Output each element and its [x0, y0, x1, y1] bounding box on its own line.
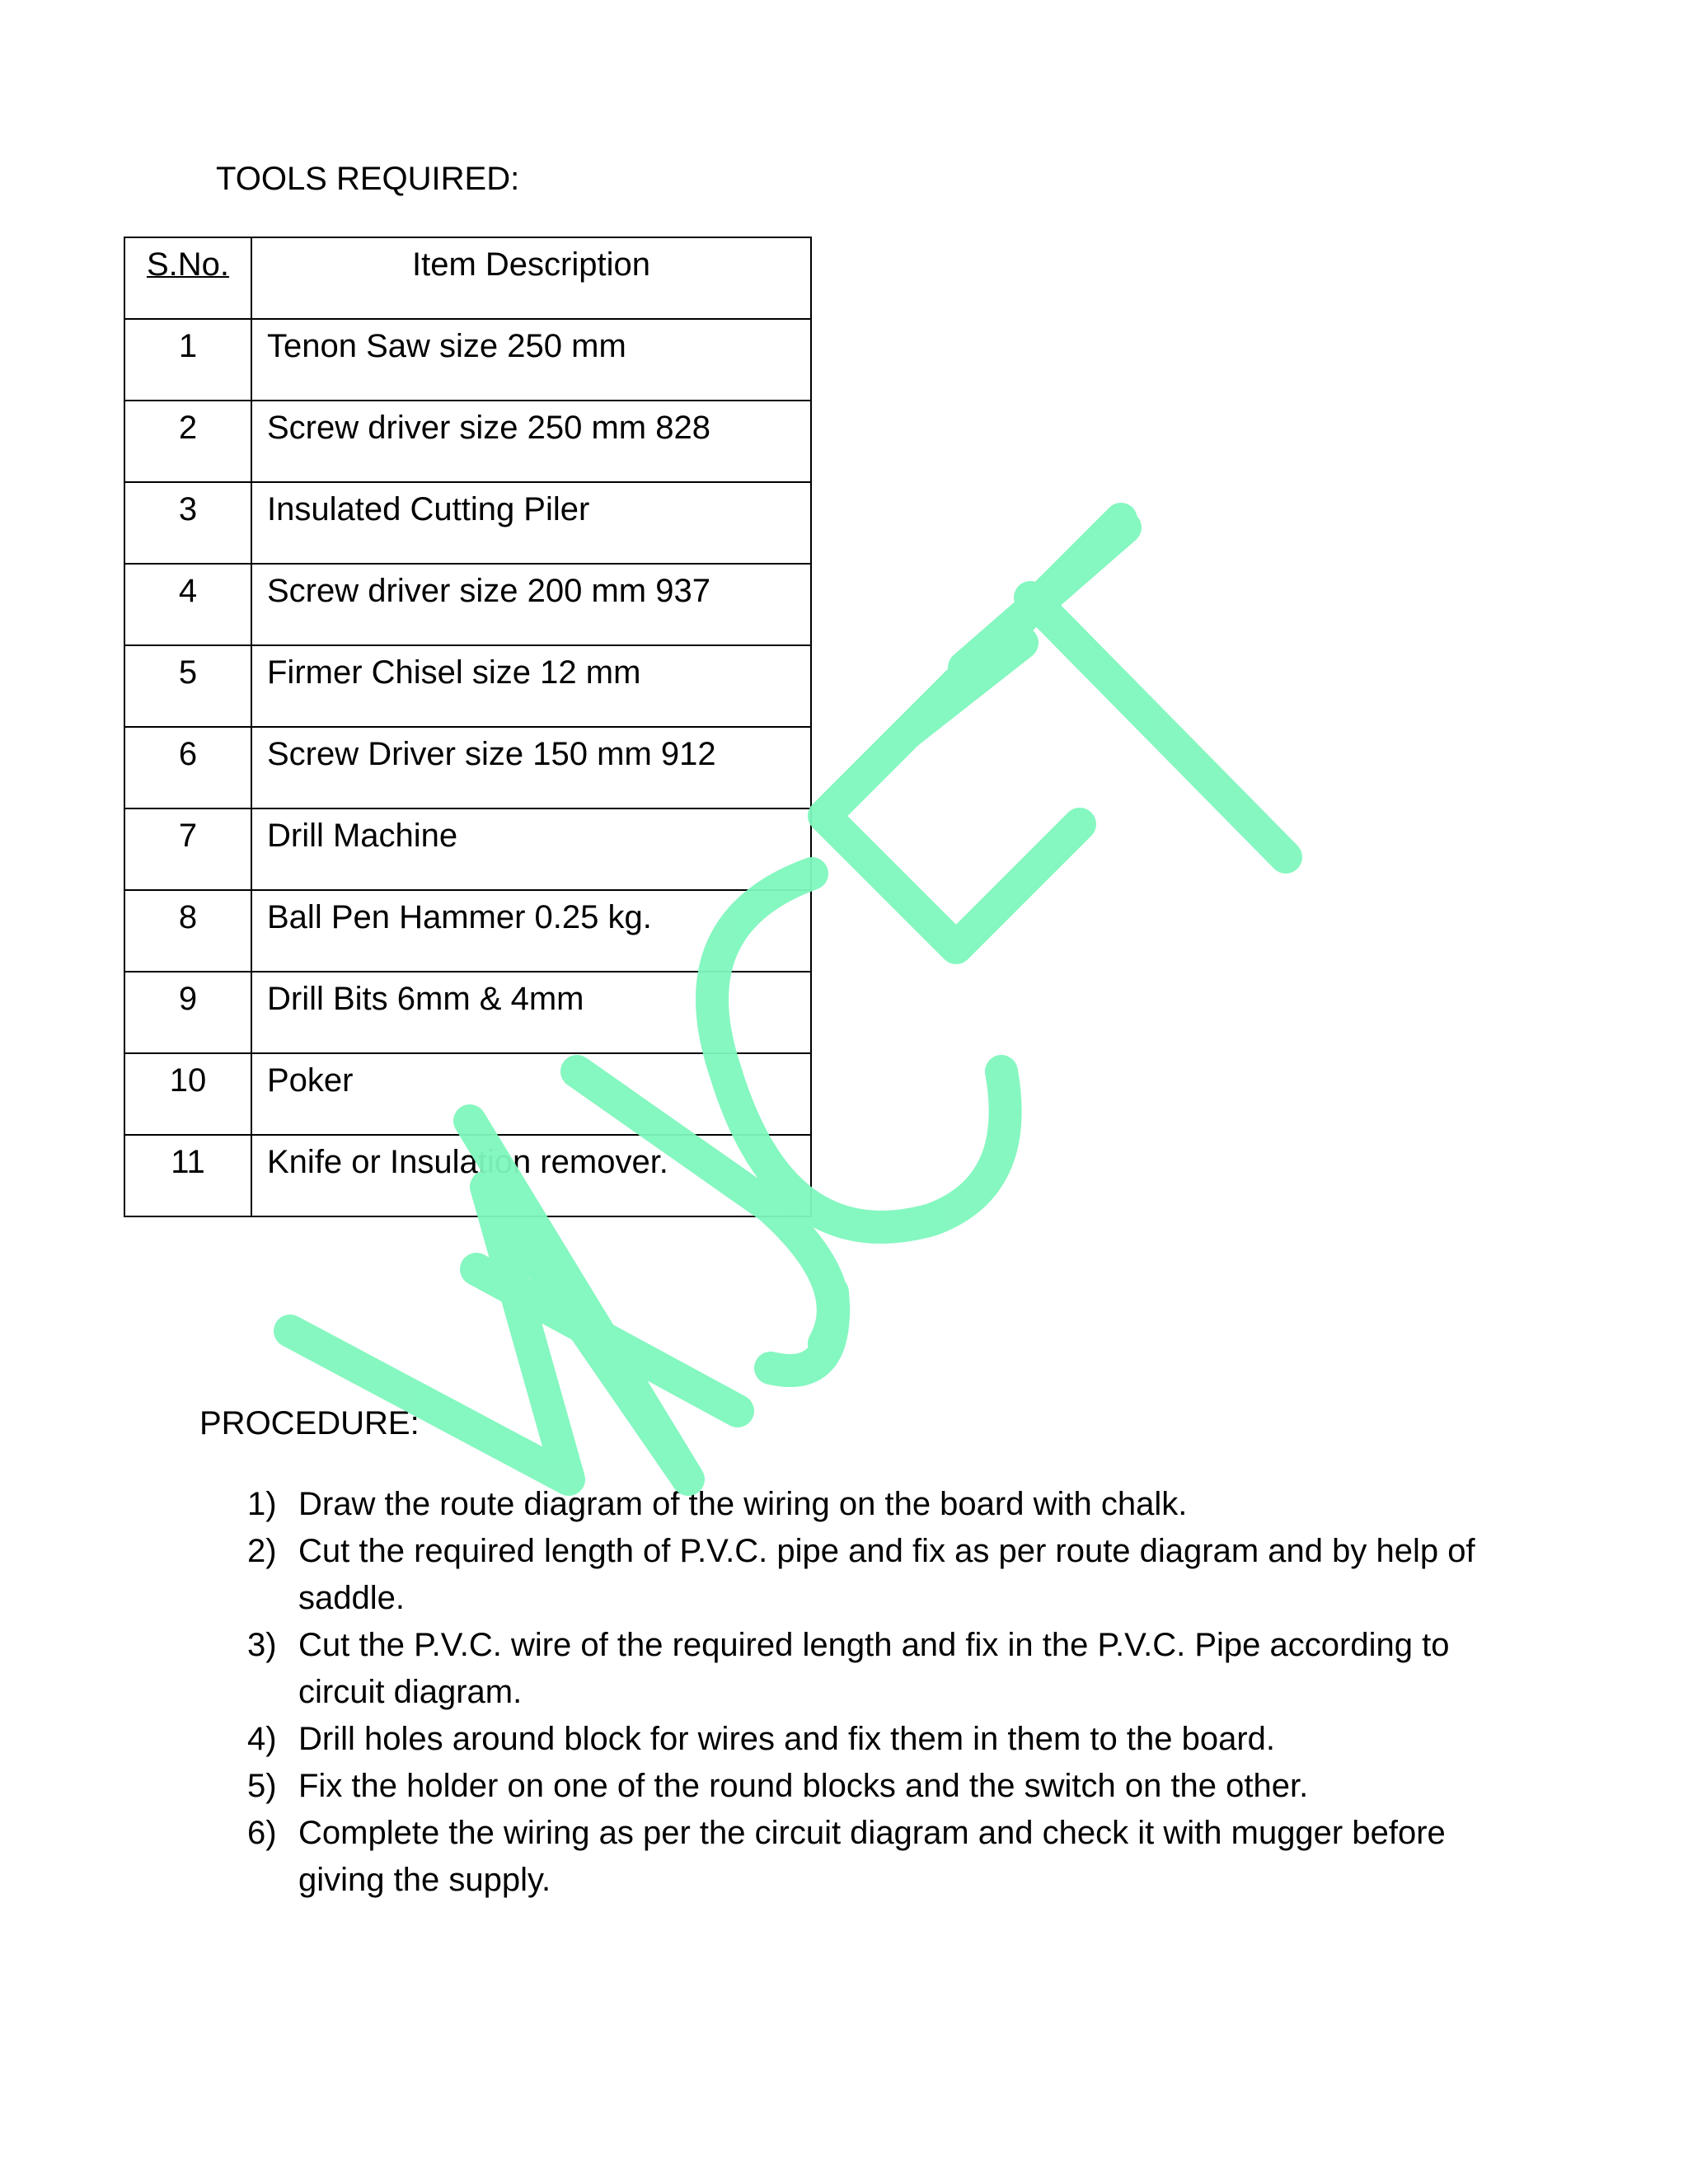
cell-description [251, 645, 811, 727]
cell-sno [124, 401, 251, 482]
cell-description [251, 890, 811, 972]
description-value: Drill Machine [267, 818, 458, 854]
cell-sno [124, 1053, 251, 1135]
description-value: Poker [267, 1062, 354, 1099]
step-number: 4) [247, 1721, 277, 1757]
table-row [124, 319, 811, 401]
sno-value: 10 [169, 1062, 207, 1099]
cell-description [251, 482, 811, 564]
cell-description [251, 972, 811, 1053]
table-row [124, 564, 811, 645]
step-number: 2) [247, 1533, 277, 1569]
step-text: Cut the P.V.C. wire of the required length and fix in the P.V.C. Pipe according to circuit diagram. [298, 1627, 1450, 1710]
step-text: Complete the wiring as per the circuit diagram and check it with mugger before giving the supply. [298, 1815, 1446, 1898]
header-sno [124, 237, 251, 319]
cell-sno [124, 972, 251, 1053]
cell-description [251, 727, 811, 808]
list-item [247, 1716, 1484, 1763]
description-value: Tenon Saw size 250 mm [267, 328, 626, 364]
description-value: Insulated Cutting Piler [267, 491, 590, 527]
step-text: Cut the required length of P.V.C. pipe and fix as per route diagram and by help of saddle. [298, 1533, 1475, 1616]
sno-value: 9 [178, 981, 198, 1017]
table-row [124, 1135, 811, 1216]
description-value: Screw Driver size 150 mm 912 [267, 736, 716, 772]
cell-sno [124, 319, 251, 401]
sno-value: 1 [178, 328, 198, 364]
description-value: Drill Bits 6mm & 4mm [267, 981, 584, 1017]
cell-description [251, 564, 811, 645]
cell-description [251, 1135, 811, 1216]
description-value: Screw driver size 250 mm 828 [267, 410, 710, 446]
procedure-list [247, 1481, 1484, 1904]
step-number: 3) [247, 1627, 277, 1663]
cell-description [251, 1053, 811, 1135]
step-text: Draw the route diagram of the wiring on the board with chalk. [298, 1486, 1188, 1522]
cell-description [251, 808, 811, 890]
header-description-label: Item Description [412, 246, 650, 283]
tools-table [124, 237, 812, 1217]
table-row [124, 482, 811, 564]
cell-sno [124, 482, 251, 564]
table-row [124, 1053, 811, 1135]
cell-sno [124, 808, 251, 890]
cell-description [251, 319, 811, 401]
list-item [247, 1622, 1484, 1716]
sno-value: 4 [178, 573, 198, 609]
step-number: 6) [247, 1815, 277, 1851]
header-description [251, 237, 811, 319]
table-header-row [124, 237, 811, 319]
list-item [247, 1810, 1484, 1904]
description-value: Firmer Chisel size 12 mm [267, 654, 641, 691]
cell-sno [124, 564, 251, 645]
sno-value: 2 [178, 410, 198, 446]
table-row [124, 645, 811, 727]
list-item [247, 1763, 1484, 1810]
table-row [124, 890, 811, 972]
table-row [124, 727, 811, 808]
step-number: 1) [247, 1486, 277, 1522]
cell-description [251, 401, 811, 482]
description-value: Knife or Insulation remover. [267, 1144, 668, 1180]
header-sno-label: S.No. [146, 246, 230, 283]
description-value: Ball Pen Hammer 0.25 kg. [267, 899, 652, 935]
list-item [247, 1481, 1484, 1528]
sno-value: 3 [178, 491, 198, 527]
tools-required-heading: TOOLS REQUIRED: [216, 161, 520, 197]
sno-value: 5 [178, 654, 198, 691]
description-value: Screw driver size 200 mm 937 [267, 573, 710, 609]
table-row [124, 401, 811, 482]
table-row [124, 972, 811, 1053]
table-row [124, 808, 811, 890]
step-text: Drill holes around block for wires and fix them in them to the board. [298, 1721, 1276, 1757]
procedure-heading: PROCEDURE: [199, 1405, 420, 1441]
cell-sno [124, 890, 251, 972]
sno-value: 6 [178, 736, 198, 772]
sno-value: 11 [171, 1144, 205, 1180]
cell-sno [124, 1135, 251, 1216]
cell-sno [124, 727, 251, 808]
list-item [247, 1528, 1484, 1622]
cell-sno [124, 645, 251, 727]
step-number: 5) [247, 1768, 277, 1804]
sno-value: 8 [178, 899, 198, 935]
step-text: Fix the holder on one of the round blocks and the switch on the other. [298, 1768, 1309, 1804]
sno-value: 7 [178, 818, 198, 854]
